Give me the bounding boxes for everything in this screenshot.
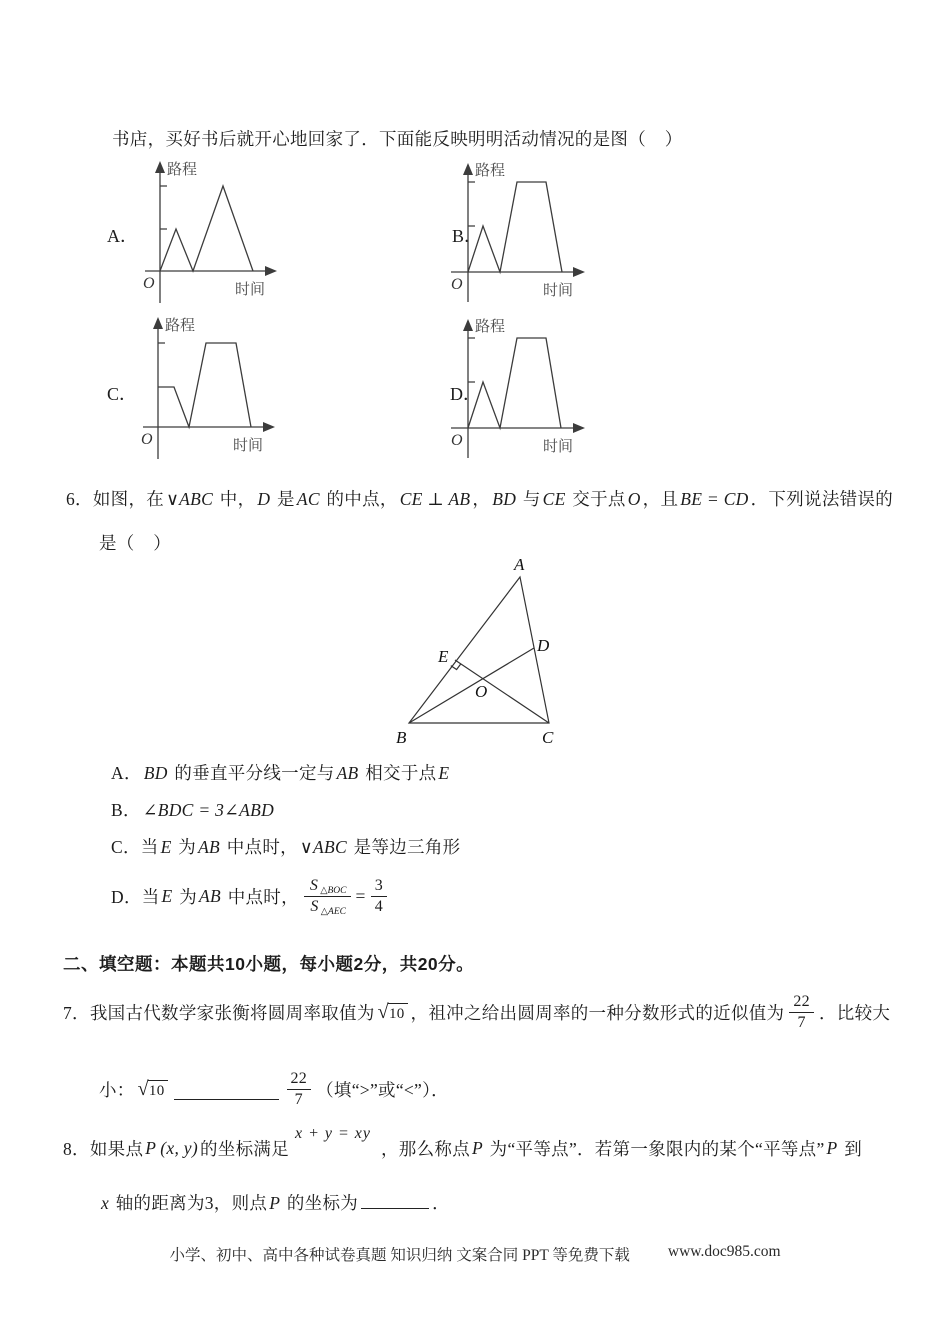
text-segment: ． [432, 1193, 450, 1213]
text-segment: 小： [99, 1079, 135, 1100]
radicand: 10 [388, 1003, 408, 1023]
math-text: (x, y) [160, 1137, 198, 1158]
text-segment: 是（ ） [99, 533, 172, 553]
math-text: ∨ABC [299, 837, 347, 857]
fraction [287, 1070, 312, 1108]
text-segment: （填“>”或“<”）． [316, 1079, 449, 1100]
graph-option-label-a: A． [107, 226, 138, 246]
graph-b-curve [468, 182, 562, 272]
text-segment: ．下列说法错误的 [750, 489, 894, 509]
footer-site-url: www.doc985.com [667, 1243, 781, 1260]
text-segment: 到 [839, 1138, 863, 1159]
graph-c-axis-arrows [153, 317, 275, 432]
text-segment: 为“平等点”．若第一象限内的某个“平等点” [485, 1138, 825, 1159]
text-segment: 22 [290, 1070, 308, 1088]
graph-d-ylabel: 路程 [475, 319, 506, 335]
graph-a-xlabel: 时间 [235, 282, 266, 298]
graph-b-axis-arrows [463, 163, 585, 277]
text-segment: ，祖冲之给出圆周率的一种分数形式的近似值为 [410, 1002, 785, 1023]
question5-intro-line [112, 126, 683, 151]
radical-sign: √ [377, 1001, 389, 1024]
text-segment: ， [472, 489, 491, 509]
right-angle-mark [451, 664, 461, 670]
graph-c-origin: O [141, 431, 153, 448]
graph-option-label-c: C． [107, 384, 138, 404]
text-segment: D．当 [111, 886, 160, 907]
text-segment: 是 [272, 489, 295, 509]
text-segment: 的垂直平分线一定与 [169, 763, 335, 783]
text-segment: 相交于点 [360, 763, 437, 783]
raised-formula: x + y = xy [295, 1125, 371, 1142]
math-text: AB [199, 885, 222, 906]
distance-time-graph-c [131, 314, 311, 464]
question6-option-a [111, 760, 451, 785]
fraction [789, 993, 814, 1031]
graph-c-curve [158, 343, 251, 427]
text-segment: 6．如图，在 [66, 489, 165, 509]
subscript: △AEC [320, 906, 346, 917]
text-segment: ，那么称点 [381, 1138, 470, 1159]
math-text: P [472, 1137, 483, 1158]
text-segment: 的中点， [321, 489, 398, 509]
question6-option-d [111, 868, 392, 924]
distance-time-graph-b [443, 160, 623, 310]
graph-c-ylabel: 路程 [165, 318, 196, 334]
math-text: x [101, 1193, 110, 1213]
math-text: BD [492, 489, 517, 509]
graph-a-curve [160, 186, 253, 271]
page-footer [0, 1243, 950, 1265]
text-segment: 是等边三角形 [348, 837, 461, 857]
question8-line2 [99, 1190, 450, 1215]
text-segment: 中点时， [223, 886, 299, 907]
triangle-figure [352, 550, 632, 750]
text-segment: 交于点 [567, 489, 626, 509]
text-segment: 7．我国古代数学家张衡将圆周率取值为 [63, 1002, 375, 1023]
graph-a-axis-arrows [155, 161, 277, 276]
graph-c-xlabel: 时间 [233, 438, 264, 454]
question8-line1 [63, 1125, 863, 1168]
math-text: BD [143, 763, 168, 783]
text-segment: 轴的距离为3，则点 [111, 1193, 268, 1213]
text-segment: 3 [374, 877, 383, 895]
vertex-label-a: A [514, 555, 525, 574]
text-segment: 8．如果点 [63, 1138, 144, 1159]
fraction-numerator [789, 993, 814, 1011]
text-segment: 22 [793, 993, 810, 1011]
math-text: BE = CD [680, 489, 749, 509]
fraction-denominator [287, 1089, 312, 1108]
distance-time-graph-a [133, 158, 313, 308]
text-segment: 为 [174, 886, 198, 907]
math-text: AB [198, 837, 221, 857]
square-root [378, 1001, 408, 1023]
question6-line1 [66, 486, 893, 511]
math-text: ∠BDC = 3∠ABD [142, 800, 275, 820]
answer-blank [174, 1097, 279, 1100]
math-text: AC [296, 489, 320, 509]
text-segment: 书店，买好书后就开心地回家了．下面能反映明明活动情况的是图（ ） [112, 129, 683, 149]
vertex-label-c: C [542, 728, 554, 747]
math-text: AB [336, 763, 359, 783]
graph-option-label-b: B． [452, 226, 483, 246]
graph-a-ylabel: 路程 [167, 162, 198, 178]
question7-line1 [63, 983, 890, 1041]
triangle-abc [409, 577, 549, 723]
text-segment: 4 [374, 897, 383, 915]
fraction-denominator [789, 1012, 814, 1031]
fraction-numerator [304, 877, 351, 895]
math-text: S [309, 877, 319, 895]
fraction-numerator [371, 877, 387, 895]
distance-time-graph-d [443, 316, 623, 466]
point-label-e: E [438, 647, 449, 666]
math-text: E [438, 763, 450, 783]
math-text: P [826, 1137, 838, 1158]
math-text: E [161, 885, 173, 906]
question6-option-b [111, 797, 276, 822]
question7-line2 [99, 1060, 449, 1118]
math-text: P [145, 1137, 157, 1158]
radicand: 10 [148, 1080, 168, 1100]
fraction-denominator [304, 896, 351, 915]
math-text: E [160, 837, 172, 857]
graph-d-xlabel: 时间 [543, 439, 574, 455]
graph-option-label-d: D． [450, 384, 481, 404]
point-label-o: O [475, 682, 488, 701]
text-segment: 中， [215, 489, 256, 509]
text-segment: ．比较大 [818, 1002, 891, 1023]
math-text: CE [542, 489, 566, 509]
graph-b-axes [451, 168, 579, 302]
text-segment: C．当 [111, 837, 159, 857]
fraction [304, 877, 351, 915]
text-segment: ，且 [642, 489, 679, 509]
text-segment: 的坐标满足 [200, 1138, 289, 1159]
math-text: P [269, 1193, 281, 1213]
vertex-label-b: B [396, 728, 407, 747]
text-segment: 二、填空题：本题共10小题，每小题2分，共20分。 [63, 954, 475, 974]
text-segment: 与 [518, 489, 541, 509]
math-text: S [310, 897, 319, 915]
fraction-denominator [371, 896, 387, 915]
graph-d-curve [468, 338, 561, 428]
graph-b-ylabel: 路程 [475, 163, 506, 179]
text-segment: 的坐标为 [282, 1193, 359, 1213]
math-text: ∨ABC [166, 489, 214, 509]
math-text: D [257, 489, 271, 509]
text-segment: 为 [173, 837, 197, 857]
graph-d-axis-arrows [463, 319, 585, 433]
text-segment: 7 [294, 1090, 303, 1108]
question6-option-c [111, 834, 460, 859]
text-segment: 7 [797, 1013, 806, 1031]
subscript: △BOC [320, 886, 347, 897]
text-segment: A． [111, 763, 142, 783]
radical-sign: √ [137, 1078, 149, 1101]
text-segment: B． [111, 800, 141, 820]
text-segment: 中点时， [222, 837, 298, 857]
graph-d-axes [451, 324, 579, 458]
text-segment: = [355, 885, 366, 906]
graph-b-origin: O [451, 276, 463, 293]
math-text: O [627, 489, 641, 509]
point-label-d: D [537, 636, 550, 655]
section2-header [63, 951, 474, 976]
square-root [138, 1078, 168, 1100]
footer-promo-text: 小学、初中、高中各种试卷真题 知识归纳 文案合同 PPT 等免费下载 [169, 1247, 630, 1264]
graph-a-origin: O [143, 275, 155, 292]
math-text: CE ⊥ AB [399, 489, 471, 509]
graph-b-xlabel: 时间 [543, 283, 574, 299]
graph-d-origin: O [451, 432, 463, 449]
answer-blank [361, 1206, 429, 1209]
fraction [371, 877, 387, 915]
fraction-numerator [287, 1070, 312, 1088]
question6-line2 [99, 530, 171, 555]
